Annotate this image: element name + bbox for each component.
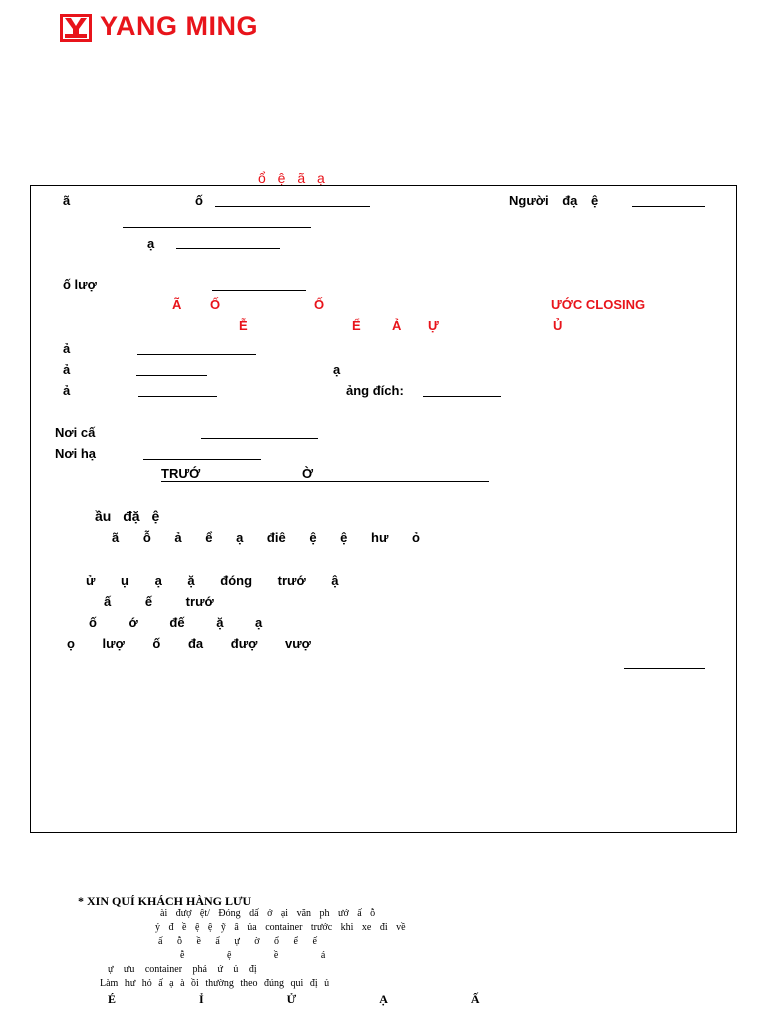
field-label: Ờ <box>302 466 314 481</box>
requirement-line: ử ụ ạ ặ đóng trướ ậ <box>86 573 339 588</box>
red-label: Ã <box>172 297 182 312</box>
field-label: ố lượ <box>63 277 97 292</box>
requirement-line: ấ ế trướ <box>104 594 214 609</box>
note-line: É Ỉ Ử Ạ Ấ <box>108 992 480 1006</box>
closing-label: ƯỚC CLOSING <box>551 297 646 312</box>
field-label: TRƯỚ <box>161 466 201 481</box>
blank-line[interactable] <box>215 206 370 207</box>
blank-line[interactable] <box>624 668 705 669</box>
field-label: Nơi hạ <box>55 446 97 461</box>
requirement-line: ố ớ đế ặ ạ <box>89 615 263 630</box>
field-label: ố <box>195 193 203 208</box>
form-title: ổ ệ ã ạ <box>258 170 325 186</box>
note-line: ễ ệ ề á <box>180 950 326 961</box>
red-label: Ễ <box>239 318 248 333</box>
blank-line[interactable] <box>423 396 501 397</box>
notes-heading: * XIN QUÍ KHÁCH HÀNG LƯU <box>78 894 252 908</box>
requirements-title: ầu đặ ệ <box>95 508 160 524</box>
red-label: Ể <box>352 318 361 333</box>
field-label: ảng đích: <box>346 383 404 398</box>
field-label: ả <box>63 383 71 398</box>
requirement-line: ã ỗ ả ể ạ điê ệ ệ hư ỏ <box>112 530 420 545</box>
note-line: Làm hư hỏ ấ ạ à ồi thường theo đúng qui đị ủ <box>100 978 330 989</box>
red-label: Ủ <box>553 318 563 333</box>
field-label: ã <box>63 193 71 208</box>
red-label: Ả <box>392 318 402 333</box>
yang-ming-logo-icon <box>60 14 92 42</box>
blank-line[interactable] <box>212 290 306 291</box>
field-label: Nơi cấ <box>55 425 96 440</box>
blank-line[interactable] <box>161 481 489 482</box>
red-label: Ự <box>428 318 439 333</box>
blank-line[interactable] <box>632 206 705 207</box>
blank-line[interactable] <box>176 248 280 249</box>
blank-line[interactable] <box>143 459 261 460</box>
blank-line[interactable] <box>201 438 318 439</box>
field-label: ả <box>63 362 71 377</box>
blank-line[interactable] <box>136 375 207 376</box>
blank-line[interactable] <box>137 354 256 355</box>
note-line: ài đượ ệt/ Đóng dấ ở ại văn ph ướ ấ ỗ <box>160 908 376 919</box>
requirement-line: ọ lượ ố đa đượ vượ <box>67 636 311 651</box>
red-label: Ố <box>314 297 325 312</box>
note-line: ấ ỗ ề ẩ ự ờ ổ ể ế <box>158 936 317 947</box>
blank-line[interactable] <box>138 396 217 397</box>
note-line: ự ưu container phả ứ ủ đị <box>108 964 257 975</box>
field-label: Người đạ ệ <box>509 193 599 208</box>
field-label: ả <box>63 341 71 356</box>
field-label: ạ <box>333 362 341 377</box>
red-label: Ố <box>210 297 221 312</box>
field-label: ạ <box>147 236 155 251</box>
brand-name: YANG MING <box>100 11 259 41</box>
note-line: ỷ đ ề ệ ệ ỹ â ủa container trước khi xe đi về <box>155 922 406 933</box>
blank-line[interactable] <box>123 227 311 228</box>
